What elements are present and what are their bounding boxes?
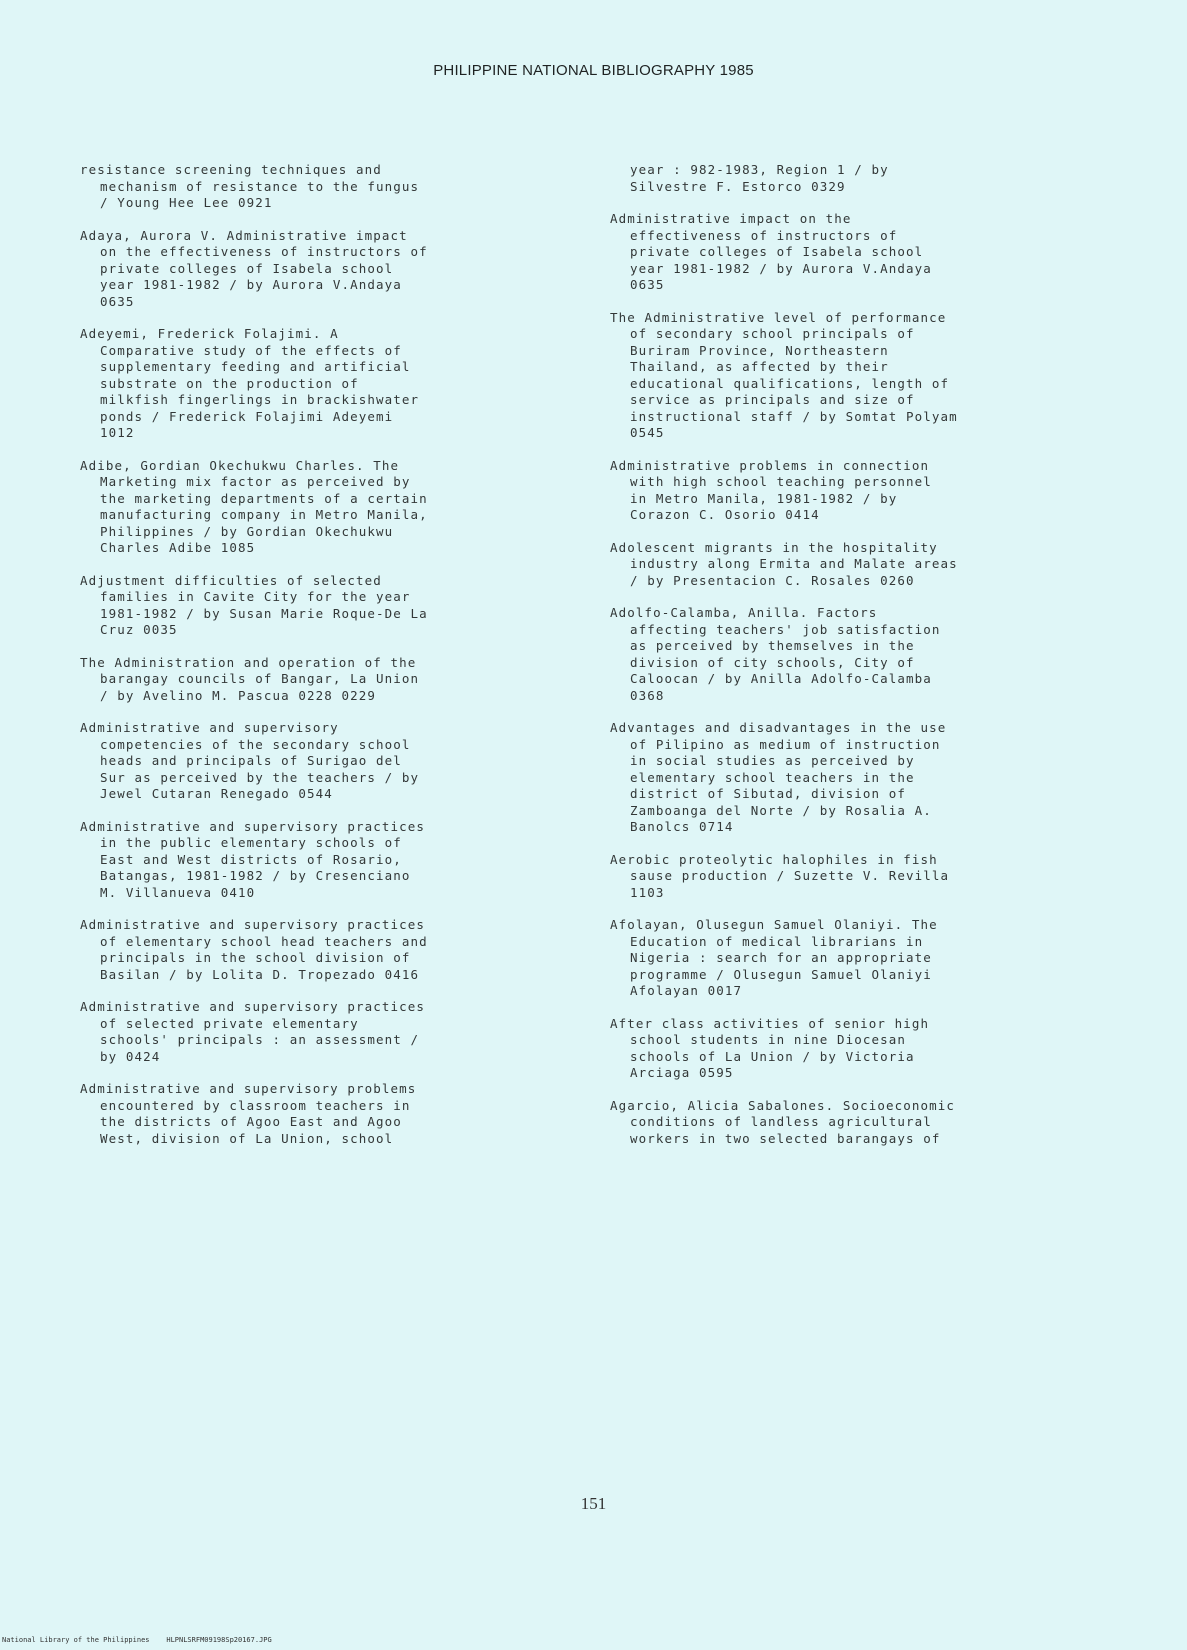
bibliography-entry (80, 458, 550, 557)
entry-line: schools' principals : an assessment / (100, 1032, 420, 1047)
entry-line: 1981-1982 / by Susan Marie Roque-De La (100, 605, 428, 621)
entry-line: milkfish fingerlings in brackishwater (100, 392, 420, 407)
entry-line: 0635 (630, 277, 665, 292)
entry-line: elementary school teachers in the (630, 769, 915, 785)
bibliography-entry (610, 917, 1090, 1000)
page-number: 151 (580, 1494, 607, 1513)
entry-line: by 0424 (100, 1048, 161, 1064)
entry-line: Agarcio, Alicia Sabalones. Socioeconomic (610, 1097, 956, 1113)
entry-line: Administrative and supervisory problems (80, 1081, 417, 1096)
entry-line: Basilan / by Lolita D. Tropezado 0416 (100, 966, 420, 982)
entry-line: of Pilipino as medium of instruction (630, 736, 941, 752)
bibliography-entry (80, 326, 550, 442)
bibliography-entry (80, 228, 550, 311)
entry-line: sause production / Suzette V. Revilla (630, 868, 950, 883)
entry-line: Silvestre F. Estorco 0329 (630, 178, 846, 194)
bibliography-entry (610, 605, 1090, 704)
entry-line: Jewel Cutaran Renegado 0544 (100, 786, 333, 801)
entry-line: Adolfo-Calamba, Anilla. Factors (610, 605, 878, 620)
entry-line: 0368 (630, 687, 665, 703)
entry-line: Administrative problems in connection (610, 457, 930, 473)
entry-line: the marketing departments of a certain (100, 490, 428, 506)
bibliography-entry (610, 852, 1090, 902)
scan-footer: National Library of the Philippines HLPNLSRFM09198Sp20167.JPG (2, 1636, 272, 1644)
bibliography-entry (610, 310, 1090, 442)
bibliography-entry (80, 162, 550, 212)
entry-line: Administrative and supervisory (80, 720, 339, 735)
entry-line: Charles Adibe 1085 (100, 540, 256, 555)
entry-line: in Metro Manila, 1981-1982 / by (630, 490, 898, 506)
entry-line: workers in two selected barangays of (630, 1130, 941, 1146)
entry-line: Adolescent migrants in the hospitality (610, 539, 938, 555)
entry-line: Buriram Province, Northeastern (630, 342, 889, 358)
bibliography-entry (610, 162, 1090, 195)
bibliography-entry (610, 540, 1090, 590)
entry-line: division of city schools, City of (630, 654, 915, 670)
entry-line: 0635 (100, 293, 135, 309)
entry-line: instructional staff / by Somtat Polyam (630, 408, 958, 424)
entry-line: Afolayan, Olusegun Samuel Olaniyi. The (610, 917, 938, 932)
entry-line: the districts of Agoo East and Agoo (100, 1114, 402, 1129)
entry-line: programme / Olusegun Samuel Olaniyi (630, 966, 932, 982)
entry-line: Philippines / by Gordian Okechukwu (100, 523, 394, 539)
bibliography-entry (80, 573, 550, 639)
entry-line: 1103 (630, 884, 665, 900)
entry-line: Banolcs 0714 (630, 819, 734, 834)
bibliography-entry (80, 720, 550, 803)
entry-line: year : 982-1983, Region 1 / by (630, 162, 889, 177)
entry-line: substrate on the production of (100, 375, 359, 391)
entry-line: Advantages and disadvantages in the use (610, 720, 947, 735)
entry-line: Administrative impact on the (610, 211, 852, 226)
entry-line: as perceived by themselves in the (630, 638, 915, 653)
entry-line: resistance screening techniques and (80, 162, 382, 177)
entry-line: Sur as perceived by the teachers / by (100, 769, 420, 785)
entry-line: school students in nine Diocesan (630, 1032, 907, 1047)
page-header: PHILIPPINE NATIONAL BIBLIOGRAPHY 1985 (433, 62, 754, 79)
entry-line: district of Sibutad, division of (630, 786, 907, 801)
bibliography-entry (610, 1098, 1090, 1148)
bibliography-entry (80, 1081, 550, 1147)
entry-line: of elementary school head teachers and (100, 933, 428, 949)
bibliography-entry (610, 720, 1090, 836)
entry-line: Thailand, as affected by their (630, 359, 889, 374)
entry-line: in social studies as perceived by (630, 753, 915, 768)
entry-line: conditions of landless agricultural (630, 1114, 932, 1129)
entry-line: mechanism of resistance to the fungus (100, 178, 420, 194)
entry-line: / Young Hee Lee 0921 (100, 195, 273, 210)
entry-line: in the public elementary schools of (100, 835, 402, 850)
bibliography-entry (610, 1016, 1090, 1082)
entry-line: Afolayan 0017 (630, 983, 743, 998)
entry-line: private colleges of Isabela school (100, 260, 394, 276)
entry-line: The Administrative level of performance (610, 309, 947, 325)
entry-line: on the effectiveness of instructors of (100, 244, 428, 259)
entry-line: affecting teachers' job satisfaction (630, 621, 941, 637)
entry-line: heads and principals of Surigao del (100, 753, 402, 768)
bibliography-entry (80, 655, 550, 705)
entry-line: / by Presentacion C. Rosales 0260 (630, 572, 915, 588)
entry-line: / by Avelino M. Pascua 0228 0229 (100, 687, 377, 703)
entry-line: Aerobic proteolytic halophiles in fish (610, 851, 938, 867)
entry-line: supplementary feeding and artificial (100, 359, 411, 374)
entry-line: Nigeria : search for an appropriate (630, 950, 932, 965)
entry-line: East and West districts of Rosario, (100, 851, 402, 867)
entry-line: schools of La Union / by Victoria (630, 1048, 915, 1064)
entry-line: of secondary school principals of (630, 326, 915, 341)
entry-line: Arciaga 0595 (630, 1065, 734, 1080)
bibliography-entry (80, 917, 550, 983)
entry-line: Cruz 0035 (100, 622, 178, 637)
entry-line: M. Villanueva 0410 (100, 884, 256, 900)
entry-line: West, division of La Union, school (100, 1130, 394, 1146)
entry-line: The Administration and operation of the (80, 654, 417, 670)
entry-line: Administrative and supervisory practices (80, 999, 426, 1014)
entry-line: Adibe, Gordian Okechukwu Charles. The (80, 457, 400, 473)
entry-line: 1012 (100, 425, 135, 440)
entry-line: 0545 (630, 425, 665, 440)
entry-line: Corazon C. Osorio 0414 (630, 507, 820, 522)
entry-line: competencies of the secondary school (100, 736, 411, 752)
right-column (610, 162, 1090, 1163)
entry-line: Adaya, Aurora V. Administrative impact (80, 227, 408, 243)
entry-line: Education of medical librarians in (630, 933, 924, 949)
entry-line: principals in the school division of (100, 950, 411, 965)
entry-line: manufacturing company in Metro Manila, (100, 507, 428, 522)
entry-line: Administrative and supervisory practices (80, 818, 426, 834)
entry-line: effectiveness of instructors of (630, 227, 898, 243)
entry-line: Adjustment difficulties of selected (80, 572, 382, 588)
bibliography-entry (80, 999, 550, 1065)
entry-line: private colleges of Isabela school (630, 244, 924, 259)
entry-line: Zamboanga del Norte / by Rosalia A. (630, 802, 932, 818)
entry-line: Batangas, 1981-1982 / by Cresenciano (100, 868, 411, 883)
entry-line: Adeyemi, Frederick Folajimi. A (80, 326, 339, 341)
entry-line: barangay councils of Bangar, La Union (100, 671, 420, 686)
entry-line: year 1981-1982 / by Aurora V.Andaya (630, 260, 932, 276)
entry-line: Caloocan / by Anilla Adolfo-Calamba (630, 671, 932, 686)
bibliography-entry (80, 819, 550, 902)
bibliography-entry (610, 458, 1090, 524)
entry-line: with high school teaching personnel (630, 474, 932, 489)
entry-line: Marketing mix factor as perceived by (100, 474, 411, 489)
left-column (80, 162, 550, 1163)
entry-line: Administrative and supervisory practices (80, 917, 426, 932)
entry-line: encountered by classroom teachers in (100, 1097, 411, 1113)
entry-line: year 1981-1982 / by Aurora V.Andaya (100, 277, 402, 292)
entry-line: ponds / Frederick Folajimi Adeyemi (100, 408, 394, 424)
bibliography-entry (610, 211, 1090, 294)
entry-line: of selected private elementary (100, 1015, 359, 1031)
entry-line: educational qualifications, length of (630, 375, 950, 391)
entry-line: service as principals and size of (630, 392, 915, 407)
entry-line: Comparative study of the effects of (100, 342, 402, 358)
entry-line: industry along Ermita and Malate areas (630, 556, 958, 571)
entry-line: families in Cavite City for the year (100, 589, 411, 604)
entry-line: After class activities of senior high (610, 1015, 930, 1031)
